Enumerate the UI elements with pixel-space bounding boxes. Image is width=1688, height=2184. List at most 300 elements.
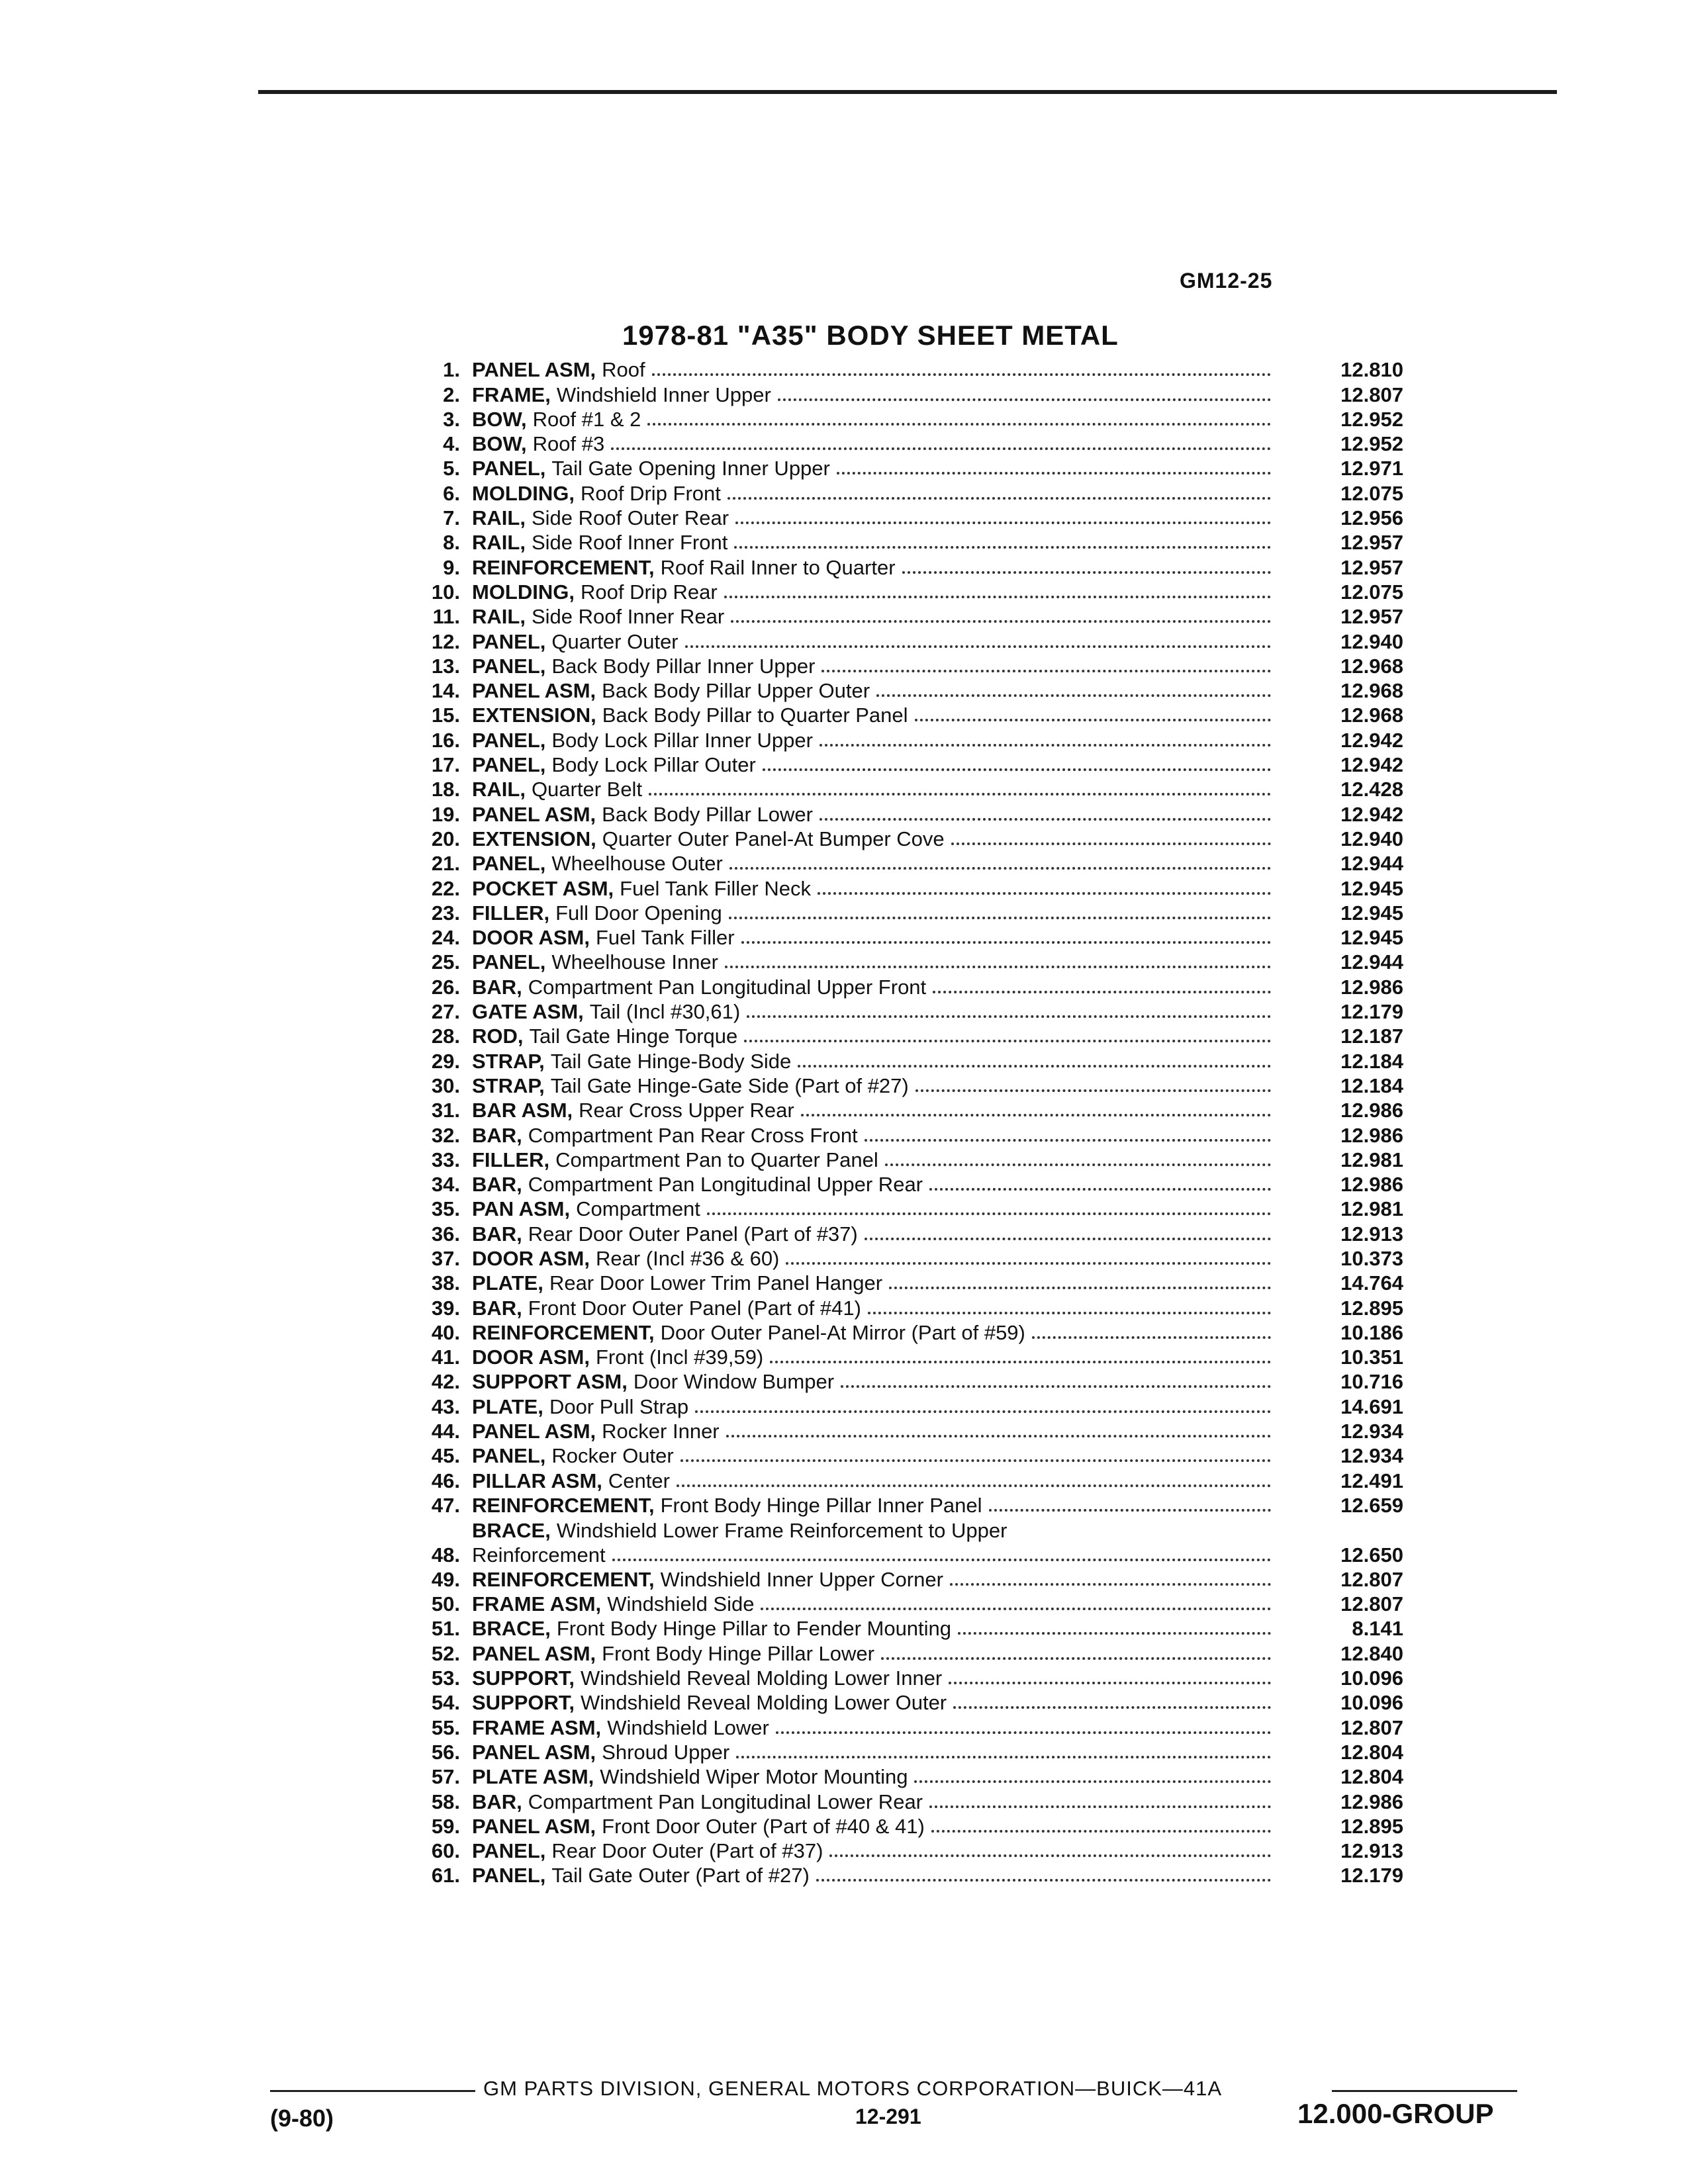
item-group-ref: 14.691 [1340, 1394, 1403, 1418]
item-number: 21. [431, 852, 460, 876]
item-group-ref: 12.934 [1340, 1444, 1403, 1468]
item-group-ref: 12.945 [1340, 901, 1403, 925]
item-number: 36. [431, 1222, 460, 1246]
item-part-name: BAR ASM, [472, 1099, 573, 1122]
list-item [397, 801, 1403, 826]
item-number: 15. [431, 704, 460, 727]
item-part-spec: Tail Gate Opening Inner Upper [551, 457, 830, 480]
list-item [397, 604, 1403, 629]
list-item [397, 1419, 1403, 1443]
list-item [397, 925, 1403, 950]
item-description [472, 1419, 1278, 1443]
footer-date: (9-80) [270, 2105, 334, 2132]
item-description [472, 1394, 1278, 1419]
item-part-spec: Rocker Outer [551, 1444, 674, 1468]
item-group-ref: 12.945 [1340, 876, 1403, 900]
item-number: 12. [431, 629, 460, 653]
item-group-ref: 12.956 [1340, 506, 1403, 530]
list-item [397, 1197, 1403, 1221]
item-description [472, 1172, 1278, 1197]
list-item [397, 1789, 1403, 1813]
item-part-spec: Tail Gate Hinge-Gate Side (Part of #27) [550, 1073, 909, 1097]
dot-leader [868, 1312, 1271, 1314]
item-group-ref: 10.186 [1340, 1320, 1403, 1344]
item-part-name: MOLDING, [472, 580, 575, 604]
item-number: 39. [431, 1296, 460, 1320]
dot-leader [734, 546, 1271, 549]
item-part-spec: Back Body Pillar Lower [602, 802, 813, 826]
list-item [397, 432, 1403, 456]
item-part-spec: Wheelhouse Outer [551, 852, 723, 876]
list-item [397, 678, 1403, 703]
dot-leader [798, 1065, 1271, 1068]
item-part-spec: Full Door Opening [555, 901, 722, 925]
item-part-name: PANEL ASM, [472, 802, 596, 826]
list-item [397, 1345, 1403, 1369]
item-description [472, 456, 1278, 480]
list-item [397, 1715, 1403, 1739]
item-group-ref: 12.179 [1340, 1864, 1403, 1888]
item-part-spec: Roof Drip Rear [581, 580, 718, 604]
item-description [472, 678, 1278, 703]
dot-leader [820, 744, 1271, 747]
item-number: 20. [431, 827, 460, 850]
item-part-spec: Windshield Wiper Motor Mounting [600, 1765, 908, 1789]
item-description [472, 432, 1278, 456]
dot-leader [611, 447, 1271, 450]
item-group-ref: 12.986 [1340, 1123, 1403, 1147]
item-part-spec: Quarter Belt [531, 778, 643, 801]
item-part-name: PLATE ASM, [472, 1765, 594, 1789]
item-description [472, 357, 1278, 382]
dot-leader [820, 818, 1271, 821]
list-item [397, 703, 1403, 727]
item-group-ref: 12.895 [1340, 1296, 1403, 1320]
item-description [472, 1320, 1278, 1345]
item-part-name: RAIL, [472, 778, 526, 801]
item-group-ref: 12.944 [1340, 950, 1403, 974]
dot-leader [816, 1879, 1271, 1882]
list-item [397, 1271, 1403, 1295]
list-item [397, 1641, 1403, 1665]
dot-leader [761, 1608, 1271, 1610]
item-part-spec: Front Body Hinge Pillar Lower [602, 1641, 874, 1665]
item-number: 47. [431, 1493, 460, 1517]
item-part-spec: Compartment Pan Longitudinal Upper Rear [528, 1173, 923, 1197]
list-item [397, 1098, 1403, 1122]
item-number: 1. [443, 358, 460, 382]
item-group-ref: 12.075 [1340, 481, 1403, 505]
list-item [397, 1740, 1403, 1764]
item-group-ref: 12.986 [1340, 1173, 1403, 1197]
list-item [397, 950, 1403, 974]
item-number: 18. [431, 778, 460, 801]
item-part-name: SUPPORT ASM, [472, 1370, 628, 1394]
dot-leader [829, 1854, 1271, 1857]
item-part-name: PANEL ASM, [472, 1740, 596, 1764]
list-item [397, 480, 1403, 505]
item-part-spec-continued: Reinforcement [472, 1543, 606, 1567]
item-part-name: REINFORCEMENT, [472, 1320, 655, 1344]
item-part-spec: Tail Gate Outer (Part of #27) [551, 1864, 810, 1888]
item-group-ref: 12.184 [1340, 1049, 1403, 1073]
item-number: 2. [443, 383, 460, 406]
item-number: 53. [431, 1666, 460, 1690]
dot-leader [876, 694, 1271, 697]
item-group-ref: 12.804 [1340, 1740, 1403, 1764]
item-part-spec: Tail (Incl #30,61) [589, 1000, 741, 1024]
item-part-name: PANEL, [472, 852, 546, 876]
list-item [397, 901, 1403, 925]
item-number: 33. [431, 1148, 460, 1171]
list-item [397, 1468, 1403, 1492]
dot-leader [865, 1238, 1271, 1240]
list-item [397, 1616, 1403, 1641]
item-part-spec: Roof Rail Inner to Quarter [660, 555, 896, 579]
item-group-ref: 12.804 [1340, 1765, 1403, 1789]
dot-leader [729, 867, 1271, 870]
dot-leader [929, 1805, 1271, 1808]
item-group-ref: 10.096 [1340, 1666, 1403, 1690]
dot-leader [695, 1410, 1271, 1413]
dot-leader [725, 966, 1271, 968]
item-group-ref: 12.945 [1340, 926, 1403, 950]
item-description [472, 481, 1278, 506]
item-number: 56. [431, 1740, 460, 1764]
item-group-ref: 12.942 [1340, 753, 1403, 777]
dot-leader [680, 1459, 1271, 1462]
item-part-name: BRACE, [472, 1518, 551, 1542]
item-group-ref: 12.981 [1340, 1148, 1403, 1171]
item-description [472, 407, 1278, 432]
item-number: 31. [431, 1099, 460, 1122]
item-group-ref: 12.986 [1340, 1790, 1403, 1813]
item-number: 45. [431, 1444, 460, 1468]
item-description [472, 555, 1278, 580]
dot-leader [914, 1780, 1271, 1783]
item-description [472, 506, 1278, 530]
item-group-ref: 12.957 [1340, 555, 1403, 579]
item-group-ref: 12.187 [1340, 1024, 1403, 1048]
dot-leader [747, 1015, 1271, 1018]
item-part-name: BAR, [472, 975, 522, 999]
item-description [472, 1369, 1278, 1394]
item-part-spec: Front Door Outer Panel (Part of #41) [528, 1296, 861, 1320]
item-number: 27. [431, 1000, 460, 1024]
item-group-ref: 12.807 [1340, 383, 1403, 406]
item-number: 17. [431, 753, 460, 777]
item-number: 50. [431, 1592, 460, 1616]
dot-leader [933, 991, 1271, 993]
item-description [472, 777, 1278, 801]
list-item [397, 629, 1403, 653]
dot-leader [731, 620, 1271, 623]
dot-leader [786, 1262, 1271, 1265]
item-part-name: FILLER, [472, 901, 550, 925]
list-item [397, 876, 1403, 900]
item-group-ref: 12.807 [1340, 1715, 1403, 1739]
item-part-name: PANEL, [472, 1444, 546, 1468]
item-number: 52. [431, 1641, 460, 1665]
item-number: 58. [431, 1790, 460, 1813]
item-part-spec: Back Body Pillar to Quarter Panel [602, 704, 908, 727]
item-part-name: FRAME, [472, 383, 551, 406]
dot-leader [707, 1212, 1271, 1215]
item-number: 19. [431, 802, 460, 826]
list-item [397, 1518, 1403, 1567]
item-part-name: PANEL, [472, 950, 546, 974]
item-description [472, 1641, 1278, 1666]
item-number: 6. [443, 481, 460, 505]
item-group-ref: 12.428 [1340, 778, 1403, 801]
item-group-ref: 12.942 [1340, 728, 1403, 752]
list-item [397, 1048, 1403, 1073]
item-description [472, 580, 1278, 604]
item-description [472, 1790, 1278, 1814]
item-part-spec: Windshield Inner Upper Corner [660, 1567, 943, 1591]
item-number: 30. [431, 1073, 460, 1097]
dot-leader [647, 423, 1271, 426]
item-part-spec: Compartment Pan Longitudinal Upper Front [528, 975, 927, 999]
item-description [472, 1222, 1278, 1246]
dot-leader [763, 768, 1271, 771]
item-part-name: PANEL, [472, 457, 546, 480]
item-description [472, 1197, 1278, 1221]
item-description [472, 383, 1278, 407]
item-number: 38. [431, 1271, 460, 1295]
item-part-spec: Fuel Tank Filler Neck [620, 876, 811, 900]
item-group-ref: 12.810 [1340, 358, 1403, 382]
dot-leader [865, 1139, 1271, 1142]
list-item [397, 1764, 1403, 1789]
dot-leader [744, 1040, 1271, 1042]
dot-leader [951, 842, 1271, 845]
item-group-ref: 12.179 [1340, 1000, 1403, 1024]
item-number: 61. [431, 1864, 460, 1888]
item-part-spec: Rear Door Outer (Part of #37) [551, 1839, 823, 1863]
page-code: GM12-25 [1180, 269, 1273, 293]
item-part-name: DOOR ASM, [472, 1345, 590, 1369]
item-description [472, 703, 1278, 727]
item-number: 44. [431, 1420, 460, 1443]
item-description [472, 752, 1278, 777]
item-description [472, 1443, 1278, 1468]
item-part-name: REINFORCEMENT, [472, 1493, 655, 1517]
item-description [472, 950, 1278, 974]
list-item [397, 1592, 1403, 1616]
list-item [397, 456, 1403, 480]
dot-leader [821, 670, 1271, 672]
item-number: 46. [431, 1469, 460, 1492]
item-number: 49. [431, 1567, 460, 1591]
item-part-name: EXTENSION, [472, 827, 596, 850]
dot-leader [741, 941, 1271, 944]
list-item [397, 1148, 1403, 1172]
item-group-ref: 12.942 [1340, 802, 1403, 826]
item-part-spec: Windshield Inner Upper [556, 383, 771, 406]
list-item [397, 1172, 1403, 1197]
item-description [472, 1690, 1278, 1715]
item-description [472, 1148, 1278, 1172]
item-part-name: PLATE, [472, 1394, 543, 1418]
dot-leader [889, 1287, 1271, 1289]
item-part-spec: Compartment Pan Rear Cross Front [528, 1123, 858, 1147]
item-group-ref: 12.184 [1340, 1073, 1403, 1097]
item-part-name: PANEL, [472, 1864, 546, 1888]
item-description [472, 1345, 1278, 1369]
list-item [397, 506, 1403, 530]
list-item [397, 407, 1403, 432]
item-part-name: PANEL, [472, 1839, 546, 1863]
item-number: 59. [431, 1814, 460, 1838]
item-group-ref: 12.659 [1340, 1493, 1403, 1517]
item-description [472, 1469, 1278, 1493]
item-part-spec: Side Roof Outer Rear [531, 506, 729, 530]
item-description [472, 975, 1278, 999]
item-part-name: PANEL, [472, 728, 546, 752]
item-description [472, 1098, 1278, 1122]
item-part-spec: Shroud Upper [602, 1740, 730, 1764]
item-description [472, 1839, 1278, 1863]
item-group-ref: 10.096 [1340, 1691, 1403, 1715]
dot-leader [931, 1830, 1271, 1833]
dot-leader [915, 719, 1271, 721]
dot-leader [778, 398, 1271, 401]
dot-leader [915, 1089, 1271, 1092]
item-part-name: BAR, [472, 1173, 522, 1197]
item-part-spec: Roof [602, 358, 645, 382]
list-item [397, 1320, 1403, 1345]
item-group-ref: 12.957 [1340, 531, 1403, 555]
item-part-name: BOW, [472, 407, 527, 431]
item-description [472, 1764, 1278, 1789]
item-number: 28. [431, 1024, 460, 1048]
item-group-ref: 12.981 [1340, 1197, 1403, 1221]
dot-leader [736, 1756, 1271, 1758]
item-number: 10. [431, 580, 460, 604]
item-part-spec: Side Roof Inner Rear [531, 605, 725, 629]
item-part-name: FRAME ASM, [472, 1715, 602, 1739]
item-description [472, 802, 1278, 827]
list-item [397, 752, 1403, 777]
item-part-name: STRAP, [472, 1049, 545, 1073]
item-part-name: BAR, [472, 1790, 522, 1813]
item-part-name: POCKET ASM, [472, 876, 614, 900]
item-number: 24. [431, 926, 460, 950]
list-item [397, 1221, 1403, 1246]
item-part-name: BAR, [472, 1222, 522, 1246]
dot-leader [735, 522, 1271, 524]
item-group-ref: 12.895 [1340, 1814, 1403, 1838]
item-description [472, 1666, 1278, 1690]
item-number: 4. [443, 432, 460, 456]
item-number: 41. [431, 1345, 460, 1369]
list-item [397, 974, 1403, 999]
item-part-spec: Door Pull Strap [549, 1394, 689, 1418]
list-item [397, 1369, 1403, 1394]
list-item [397, 1567, 1403, 1592]
dot-leader [837, 472, 1271, 475]
item-part-spec: Front (Incl #39,59) [595, 1345, 764, 1369]
item-group-ref: 12.952 [1340, 407, 1403, 431]
item-part-name: REINFORCEMENT, [472, 555, 655, 579]
dot-leader [885, 1163, 1271, 1166]
list-item [397, 1690, 1403, 1715]
dot-leader [950, 1583, 1271, 1586]
item-group-ref: 12.944 [1340, 852, 1403, 876]
item-part-name: PILLAR ASM, [472, 1469, 602, 1492]
item-description [472, 1567, 1278, 1592]
item-description [472, 654, 1278, 678]
item-number: 43. [431, 1394, 460, 1418]
item-description [472, 925, 1278, 950]
dot-leader [958, 1632, 1271, 1635]
list-item [397, 382, 1403, 406]
item-description [472, 1246, 1278, 1271]
list-item [397, 1666, 1403, 1690]
item-group-ref: 12.968 [1340, 654, 1403, 678]
item-number: 3. [443, 407, 460, 431]
item-number: 55. [431, 1715, 460, 1739]
list-item [397, 727, 1403, 752]
list-item [397, 1493, 1403, 1518]
item-group-ref: 12.957 [1340, 605, 1403, 629]
item-part-name: PANEL ASM, [472, 1420, 596, 1443]
item-part-spec: Quarter Outer [551, 629, 679, 653]
item-number: 29. [431, 1049, 460, 1073]
item-group-ref: 12.952 [1340, 432, 1403, 456]
item-description [472, 728, 1278, 752]
item-part-spec: Door Window Bumper [633, 1370, 835, 1394]
item-description [472, 901, 1278, 925]
item-description [472, 999, 1278, 1024]
item-description [472, 1592, 1278, 1616]
parts-list [397, 357, 1403, 1888]
item-group-ref: 8.141 [1352, 1617, 1403, 1641]
item-part-spec: Body Lock Pillar Outer [551, 753, 756, 777]
item-group-ref: 12.807 [1340, 1592, 1403, 1616]
item-part-spec: Compartment Pan to Quarter Panel [555, 1148, 878, 1171]
item-part-spec: Side Roof Inner Front [531, 531, 728, 555]
item-description [472, 1715, 1278, 1740]
dot-leader [929, 1188, 1271, 1191]
item-part-spec: Tail Gate Hinge Torque [529, 1024, 738, 1048]
item-description [472, 1271, 1278, 1295]
item-part-spec: Windshield Reveal Molding Lower Outer [581, 1691, 947, 1715]
item-part-spec: Windshield Lower [607, 1715, 769, 1739]
item-part-name: ROD, [472, 1024, 524, 1048]
item-part-name: PANEL ASM, [472, 679, 596, 703]
item-part-name: RAIL, [472, 531, 526, 555]
item-group-ref: 10.716 [1340, 1370, 1403, 1394]
item-description [472, 1073, 1278, 1098]
list-item [397, 1122, 1403, 1147]
item-part-spec: Windshield Lower Frame Reinforcement to Upper [556, 1518, 1008, 1542]
item-number: 11. [432, 605, 460, 629]
item-number: 48. [431, 1543, 460, 1567]
item-part-name: BRACE, [472, 1617, 551, 1641]
item-number: 35. [431, 1197, 460, 1221]
item-description [472, 1296, 1278, 1320]
item-group-ref: 12.075 [1340, 580, 1403, 604]
item-description [472, 851, 1278, 876]
item-description [472, 629, 1278, 654]
item-number: 7. [443, 506, 460, 530]
list-item [397, 1246, 1403, 1271]
item-part-name: PANEL ASM, [472, 358, 596, 382]
footer-rule-right [1332, 2090, 1517, 2092]
item-description [472, 827, 1278, 851]
